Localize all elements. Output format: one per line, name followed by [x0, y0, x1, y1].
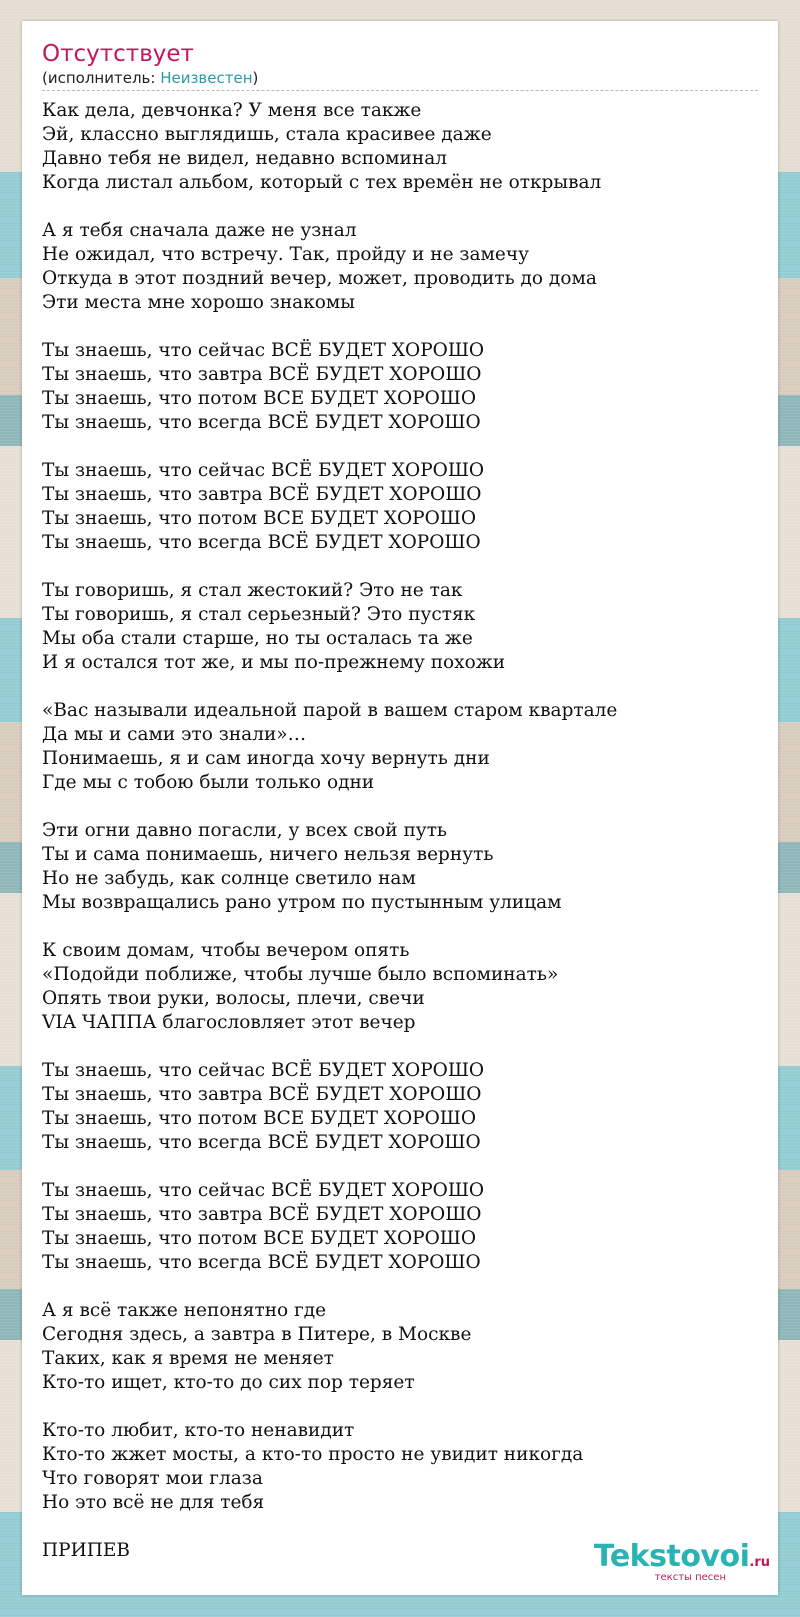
lyrics-line: К своим домам, чтобы вечером опять: [42, 940, 410, 961]
lyrics-stanza: [42, 339, 762, 435]
lyrics-stanza: [42, 1299, 762, 1395]
lyrics-line: VIA ЧАППА благословляет этот вечер: [42, 1012, 416, 1033]
lyrics-line: Ты знаешь, что потом ВСЕ БУДЕТ ХОРОШО: [42, 508, 477, 529]
lyrics-line: Ты знаешь, что сейчас ВСЁ БУДЕТ ХОРОШО: [42, 1180, 485, 1201]
lyrics-line: Ты знаешь, что всегда ВСЁ БУДЕТ ХОРОШО: [42, 532, 481, 553]
lyrics-line: Кто-то ищет, кто-то до сих пор теряет: [42, 1372, 415, 1393]
lyrics-line: Ты говоришь, я стал жестокий? Это не так: [42, 580, 463, 601]
lyrics-line: Ты знаешь, что всегда ВСЁ БУДЕТ ХОРОШО: [42, 1252, 481, 1273]
lyrics-line: Ты знаешь, что сейчас ВСЁ БУДЕТ ХОРОШО: [42, 460, 485, 481]
lyrics-line: Мы оба стали старше, но ты осталась та же: [42, 628, 473, 649]
lyrics-body: [42, 99, 762, 1587]
lyrics-line: ПРИПЕВ: [42, 1540, 130, 1561]
lyrics-line: Давно тебя не видел, недавно вспоминал: [42, 148, 448, 169]
lyrics-line: Ты знаешь, что сейчас ВСЁ БУДЕТ ХОРОШО: [42, 1060, 485, 1081]
artist-line: [42, 69, 758, 87]
lyrics-stanza: [42, 1419, 762, 1515]
lyrics-line: Что говорят мои глаза: [42, 1468, 263, 1489]
logo-domain: .ru: [749, 1555, 770, 1570]
lyrics-line: Откуда в этот поздний вечер, может, проводить до дома: [42, 268, 597, 289]
song-header: [42, 39, 758, 91]
lyrics-line: Ты знаешь, что завтра ВСЁ БУДЕТ ХОРОШО: [42, 484, 482, 505]
lyrics-line: Опять твои руки, волосы, плечи, свечи: [42, 988, 425, 1009]
lyrics-line: Кто-то жжет мосты, а кто-то просто не увидит никогда: [42, 1444, 584, 1465]
lyrics-stanza: [42, 1179, 762, 1275]
lyrics-stanza: [42, 219, 762, 315]
lyrics-line: И я остался тот же, и мы по-прежнему похожи: [42, 652, 506, 673]
lyrics-line: Ты знаешь, что всегда ВСЁ БУДЕТ ХОРОШО: [42, 412, 481, 433]
lyrics-line: Ты знаешь, что всегда ВСЁ БУДЕТ ХОРОШО: [42, 1132, 481, 1153]
site-logo[interactable]: [550, 1541, 770, 1583]
lyrics-line: Понимаешь, я и сам иногда хочу вернуть дни: [42, 748, 490, 769]
lyrics-stanza: [42, 459, 762, 555]
lyrics-line: Ты знаешь, что потом ВСЕ БУДЕТ ХОРОШО: [42, 1228, 477, 1249]
lyrics-line: Ты знаешь, что потом ВСЕ БУДЕТ ХОРОШО: [42, 388, 477, 409]
lyrics-line: «Подойди поближе, чтобы лучше было вспоминать»: [42, 964, 559, 985]
lyrics-stanza: [42, 1059, 762, 1155]
lyrics-line: А я всё также непонятно где: [42, 1300, 327, 1321]
lyrics-line: Мы возвращались рано утром по пустынным улицам: [42, 892, 562, 913]
lyrics-stanza: [42, 579, 762, 675]
lyrics-line: Ты знаешь, что потом ВСЕ БУДЕТ ХОРОШО: [42, 1108, 477, 1129]
lyrics-stanza: [42, 99, 762, 195]
lyrics-stanza: [42, 939, 762, 1035]
lyrics-line: Ты знаешь, что завтра ВСЁ БУДЕТ ХОРОШО: [42, 364, 482, 385]
logo-tagline: тексты песен: [654, 1572, 726, 1583]
artist-suffix: ): [252, 69, 259, 87]
artist-prefix: (исполнитель:: [42, 69, 161, 87]
lyrics-line: Когда листал альбом, который с тех времён не открывал: [42, 172, 602, 193]
lyrics-line: Как дела, девчонка? У меня все также: [42, 100, 422, 121]
lyrics-line: Но не забудь, как солнце светило нам: [42, 868, 416, 889]
lyrics-stanza: [42, 819, 762, 915]
song-title: Отсутствует: [42, 41, 194, 67]
lyrics-line: Ты знаешь, что завтра ВСЁ БУДЕТ ХОРОШО: [42, 1084, 482, 1105]
lyrics-line: Не ожидал, что встречу. Так, пройду и не замечу: [42, 244, 529, 265]
lyrics-line: Да мы и сами это знали»…: [42, 724, 307, 745]
lyrics-line: Эти огни давно погасли, у всех свой путь: [42, 820, 448, 841]
lyrics-line: Кто-то любит, кто-то ненавидит: [42, 1420, 355, 1441]
lyrics-line: Ты и сама понимаешь, ничего нельзя вернуть: [42, 844, 494, 865]
lyrics-line: Но это всё не для тебя: [42, 1492, 265, 1513]
lyrics-line: Эти места мне хорошо знакомы: [42, 292, 356, 313]
lyrics-line: Где мы с тобою были только одни: [42, 772, 375, 793]
lyrics-line: Сегодня здесь, а завтра в Питере, в Москве: [42, 1324, 472, 1345]
lyrics-line: Эй, классно выглядишь, стала красивее даже: [42, 124, 492, 145]
lyrics-line: Ты знаешь, что сейчас ВСЁ БУДЕТ ХОРОШО: [42, 340, 485, 361]
lyrics-line: А я тебя сначала даже не узнал: [42, 220, 357, 241]
lyrics-card: [22, 21, 778, 1595]
lyrics-line: Ты говоришь, я стал серьезный? Это пустяк: [42, 604, 476, 625]
lyrics-line: Таких, как я время не меняет: [42, 1348, 334, 1369]
logo-wordmark: Tekstovoi: [593, 1539, 750, 1574]
lyrics-line: Ты знаешь, что завтра ВСЁ БУДЕТ ХОРОШО: [42, 1204, 482, 1225]
lyrics-stanza: [42, 699, 762, 795]
lyrics-line: «Вас называли идеальной парой в вашем старом квартале: [42, 700, 618, 721]
artist-link[interactable]: Неизвестен: [160, 69, 253, 87]
